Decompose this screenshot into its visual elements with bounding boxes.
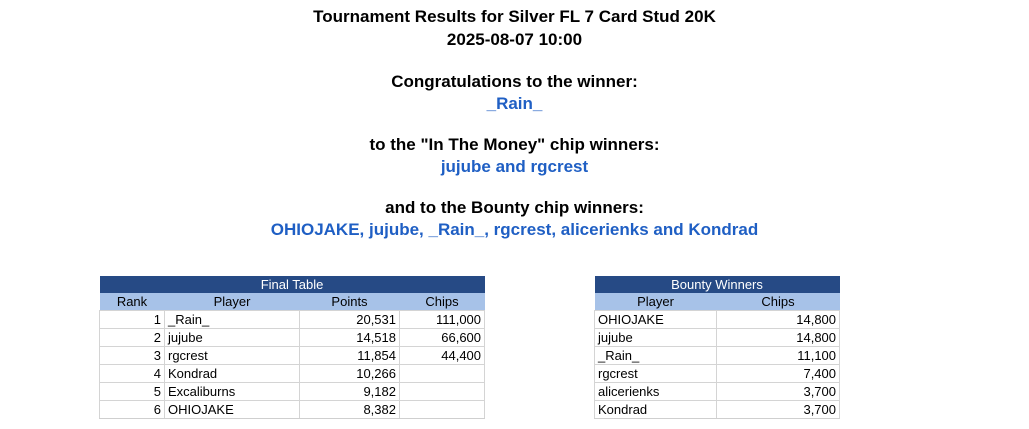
player-cell: Excaliburns — [165, 383, 300, 401]
final-table-title: Final Table — [100, 276, 485, 293]
tournament-datetime: 2025-08-07 10:00 — [446, 30, 583, 49]
bounty-table — [594, 276, 840, 419]
chips-cell — [400, 383, 485, 401]
chips-cell: 7,400 — [717, 365, 840, 383]
chips-cell: 14,800 — [717, 329, 840, 347]
bounty-table-title: Bounty Winners — [595, 276, 840, 293]
bounty-winners: OHIOJAKE, jujube, _Rain_, rgcrest, alicerienks and Kondrad — [270, 220, 759, 239]
final-table — [99, 276, 485, 419]
col-header-player: Player — [595, 293, 717, 311]
player-cell: Kondrad — [595, 401, 717, 419]
table-row — [100, 383, 485, 401]
rank-cell: 1 — [100, 311, 165, 329]
chips-cell: 14,800 — [717, 311, 840, 329]
points-cell: 8,382 — [300, 401, 400, 419]
chips-cell: 3,700 — [717, 401, 840, 419]
chips-cell: 11,100 — [717, 347, 840, 365]
player-cell: _Rain_ — [595, 347, 717, 365]
rank-cell: 6 — [100, 401, 165, 419]
table-row — [100, 347, 485, 365]
player-cell: rgcrest — [595, 365, 717, 383]
col-header-chips: Chips — [717, 293, 840, 311]
table-row — [595, 365, 840, 383]
player-cell: OHIOJAKE — [595, 311, 717, 329]
points-cell: 20,531 — [300, 311, 400, 329]
points-cell: 11,854 — [300, 347, 400, 365]
table-row — [595, 311, 840, 329]
player-cell: Kondrad — [165, 365, 300, 383]
col-header-rank: Rank — [100, 293, 165, 311]
points-cell: 14,518 — [300, 329, 400, 347]
player-cell: jujube — [595, 329, 717, 347]
rank-cell: 2 — [100, 329, 165, 347]
player-cell: alicerienks — [595, 383, 717, 401]
bounty-intro: and to the Bounty chip winners: — [385, 198, 644, 217]
table-row — [595, 347, 840, 365]
chips-cell: 66,600 — [400, 329, 485, 347]
chips-cell: 111,000 — [400, 311, 485, 329]
chips-cell: 3,700 — [717, 383, 840, 401]
player-cell: _Rain_ — [165, 311, 300, 329]
col-header-points: Points — [300, 293, 400, 311]
table-row — [100, 365, 485, 383]
rank-cell: 3 — [100, 347, 165, 365]
table-row — [100, 329, 485, 347]
points-cell: 10,266 — [300, 365, 400, 383]
table-row — [595, 383, 840, 401]
itm-winners: jujube and rgcrest — [440, 157, 589, 176]
points-cell: 9,182 — [300, 383, 400, 401]
chips-cell — [400, 401, 485, 419]
col-header-chips: Chips — [400, 293, 485, 311]
winner-name: _Rain_ — [486, 94, 543, 113]
player-cell: OHIOJAKE — [165, 401, 300, 419]
chips-cell — [400, 365, 485, 383]
player-cell: jujube — [165, 329, 300, 347]
player-cell: rgcrest — [165, 347, 300, 365]
winner-intro: Congratulations to the winner: — [391, 72, 638, 91]
rank-cell: 5 — [100, 383, 165, 401]
table-row — [595, 329, 840, 347]
chips-cell: 44,400 — [400, 347, 485, 365]
table-row — [595, 401, 840, 419]
table-row — [100, 311, 485, 329]
page-title: Tournament Results for Silver FL 7 Card Stud 20K — [313, 7, 716, 26]
col-header-player: Player — [165, 293, 300, 311]
table-row — [100, 401, 485, 419]
rank-cell: 4 — [100, 365, 165, 383]
itm-intro: to the "In The Money" chip winners: — [369, 135, 660, 154]
